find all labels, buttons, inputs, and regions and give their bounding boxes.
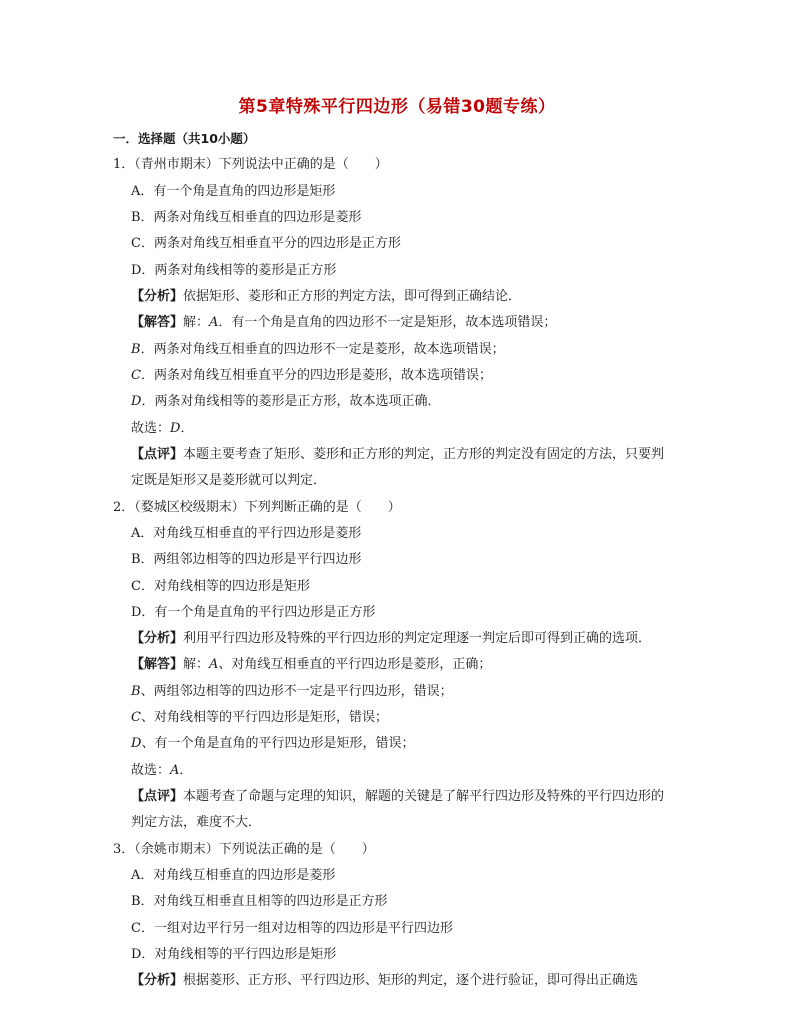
comment-tag: 【点评】	[131, 447, 184, 462]
question-2-stem: 2．（婺城区校级期末）下列判断正确的是（ ）	[113, 500, 401, 515]
question-3-option-b: B．对角线互相垂直且相等的四边形是正方形	[131, 894, 388, 909]
analysis-text: 根据菱形、正方形、平行四边形、矩形的判定，逐个进行验证，即可得出正确选	[183, 973, 639, 988]
page-title: 第5章特殊平行四边形（易错30题专练）	[238, 97, 556, 117]
answer-tag: 【解答】	[131, 315, 184, 330]
question-3-option-c: C．一组对边平行另一组对边相等的四边形是平行四边形	[131, 921, 453, 936]
question-2-option-c: C．对角线相等的四边形是矩形	[131, 579, 310, 594]
question-2-answer-line-4: D、有一个角是直角的平行四边形是矩形，错误；	[131, 736, 415, 751]
question-1-stem: 1．（青州市期末）下列说法中正确的是（ ）	[113, 157, 388, 172]
question-1-option-c: C．两条对角线互相垂直平分的四边形是正方形	[131, 236, 401, 251]
question-3-analysis	[131, 972, 638, 990]
question-2-comment-cont: 判定方法，难度不大．	[131, 815, 262, 830]
analysis-text: 利用平行四边形及特殊的平行四边形的判定定理逐一判定后即可得到正确的选项．	[183, 631, 652, 646]
comment-text: 本题主要考查了矩形、菱形和正方形的判定，正方形的判定没有固定的方法，只要判	[183, 447, 665, 462]
answer-tag: 【解答】	[131, 657, 184, 672]
question-1-option-b: B．两条对角线互相垂直的四边形是菱形	[131, 210, 362, 225]
question-3-option-a: A．对角线互相垂直的四边形是菱形	[131, 868, 336, 883]
analysis-text: 依据矩形、菱形和正方形的判定方法，即可得到正确结论．	[183, 289, 522, 304]
question-1-analysis	[131, 288, 521, 306]
question-2-option-b: B．两组邻边相等的四边形是平行四边形	[131, 552, 362, 567]
question-2-answer	[131, 656, 491, 674]
analysis-tag: 【分析】	[131, 631, 184, 646]
section-heading: 一．选择题（共10小题）	[113, 131, 256, 146]
question-2-comment	[131, 788, 664, 806]
question-3-option-d: D．对角线相等的平行四边形是矩形	[131, 947, 337, 962]
question-3-stem: 3．（余姚市期末）下列说法正确的是（ ）	[113, 842, 375, 857]
question-1-comment-cont: 定既是矩形又是菱形就可以判定．	[131, 473, 327, 488]
comment-text: 本题考查了命题与定理的知识，解题的关键是了解平行四边形及特殊的平行四边形的	[183, 789, 665, 804]
question-1-option-d: D．两条对角线相等的菱形是正方形	[131, 263, 337, 278]
question-2-answer-line-3: C、对角线相等的平行四边形是矩形，错误；	[131, 710, 388, 725]
question-1-answer-line-4: D．两条对角线相等的菱形是正方形，故本选项正确．	[131, 394, 441, 409]
answer-line: 解：A．有一个角是直角的四边形不一定是矩形，故本选项错误；	[183, 315, 557, 330]
question-1-option-a: A．有一个角是直角的四边形是矩形	[131, 184, 336, 199]
analysis-tag: 【分析】	[131, 289, 184, 304]
question-2-answer-line-2: B、两组邻边相等的四边形不一定是平行四边形，错误；	[131, 684, 453, 699]
question-1-choice: 故选：D．	[131, 421, 194, 436]
question-2-option-a: A．对角线互相垂直的平行四边形是菱形	[131, 526, 362, 541]
answer-line: 解：A、对角线互相垂直的平行四边形是菱形，正确；	[183, 657, 492, 672]
question-1-answer	[131, 314, 556, 332]
question-1-answer-line-2: B．两条对角线互相垂直的四边形不一定是菱形，故本选项错误；	[131, 342, 505, 357]
question-2-choice: 故选：A．	[131, 763, 193, 778]
question-1-answer-line-3: C．两条对角线互相垂直平分的四边形是菱形，故本选项错误；	[131, 368, 492, 383]
question-1-comment	[131, 446, 664, 464]
analysis-tag: 【分析】	[131, 973, 184, 988]
question-2-option-d: D．有一个角是直角的平行四边形是正方形	[131, 605, 376, 620]
comment-tag: 【点评】	[131, 789, 184, 804]
question-2-analysis	[131, 630, 651, 648]
